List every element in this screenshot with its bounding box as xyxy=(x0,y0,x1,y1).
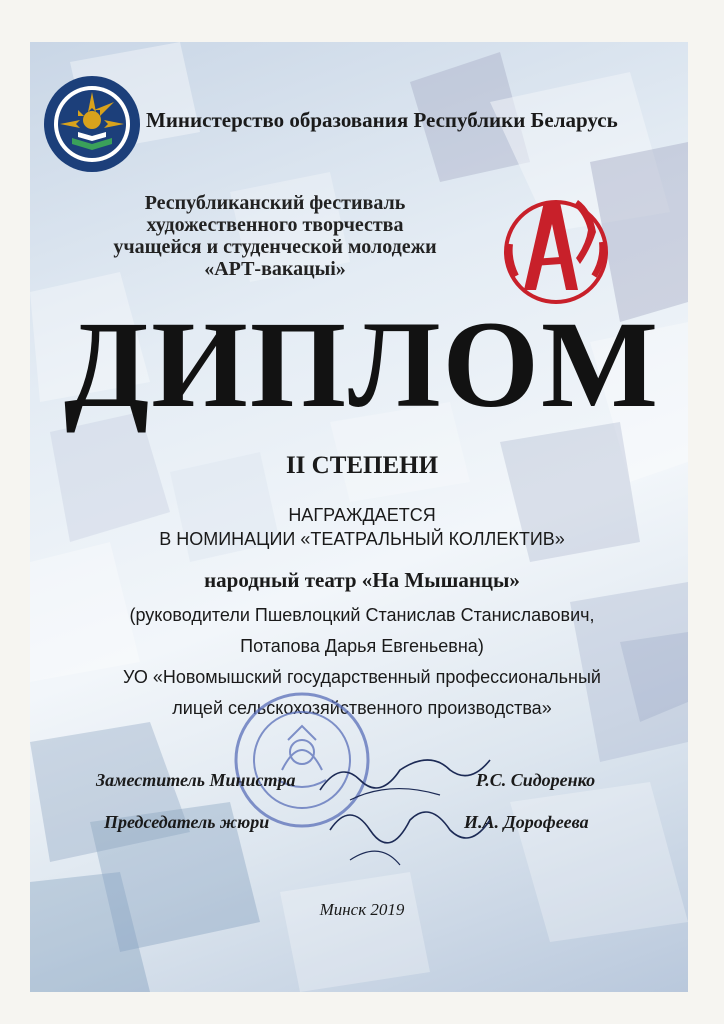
festival-line-2: художественного творчества xyxy=(146,214,404,236)
ministry-name: Министерство образования Республики Беларусь xyxy=(146,108,618,132)
signatory-jury-name: И.А. Дорофеева xyxy=(464,812,589,832)
ministry-emblem-icon xyxy=(42,74,142,174)
recipient-name: народный театр «На Мышанцы» xyxy=(204,568,520,592)
awarded-text: НАГРАЖДАЕТСЯ xyxy=(288,505,436,525)
institution-line-1: УО «Новомышский государственный профессиональный xyxy=(123,667,601,687)
signatory-deputy-name: Р.С. Сидоренко xyxy=(476,770,596,790)
festival-title xyxy=(60,192,490,280)
signatory-jury-role: Председатель жюри xyxy=(104,812,270,832)
festival-line-1: Республиканский фестиваль xyxy=(144,192,406,214)
festival-line-3: учащейся и студенческой молодежи xyxy=(113,236,437,258)
signatory-deputy-role: Заместитель Министра xyxy=(96,770,296,790)
jury-signature-icon xyxy=(320,790,520,870)
nomination-text: В НОМИНАЦИИ «ТЕАТРАЛЬНЫЙ КОЛЛЕКТИВ» xyxy=(159,529,565,549)
leaders-line-1: (руководители Пшевлоцкий Станислав Станиславович, xyxy=(129,605,595,625)
award-statement xyxy=(0,503,724,551)
institution-line-2: лицей сельскохозяйственного производства» xyxy=(172,698,552,718)
leaders-line-2: Потапова Дарья Евгеньевна) xyxy=(240,636,484,656)
place-year: Минск 2019 xyxy=(319,900,405,919)
festival-line-4: «АРТ-вакацыі» xyxy=(204,258,346,280)
diploma-title: ДИПЛОМ xyxy=(63,296,661,433)
diploma-degree: II СТЕПЕНИ xyxy=(285,452,439,479)
